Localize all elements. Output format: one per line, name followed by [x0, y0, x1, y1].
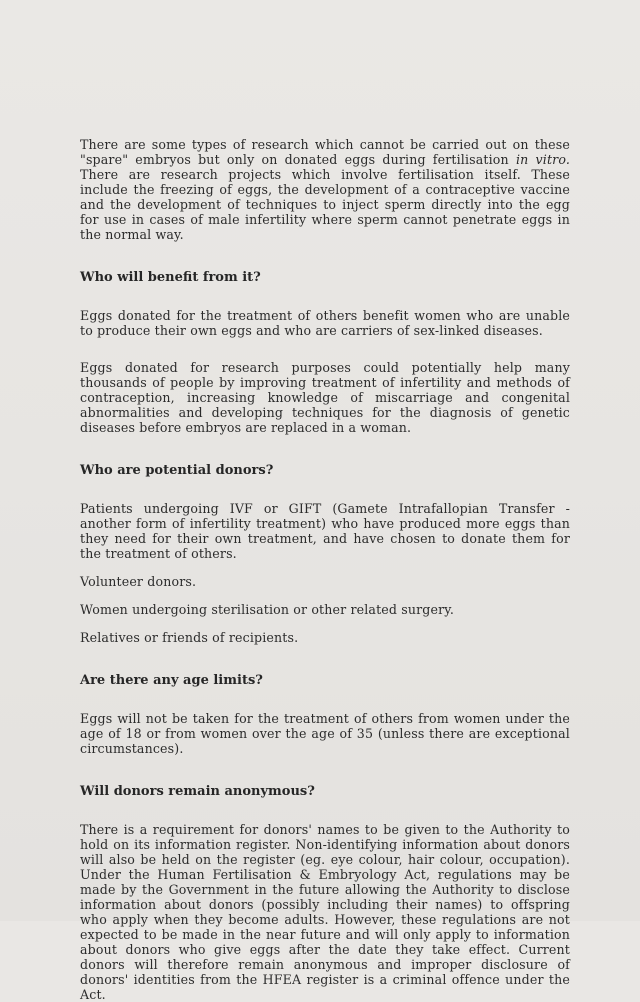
age-heading: Are there any age limits? [80, 673, 263, 688]
donors-paragraph-4: Relatives or friends of recipients. [80, 630, 299, 645]
document-body [80, 137, 570, 1002]
benefit-paragraph-1: Eggs donated for the treatment of others benefit women who are unable to produce their own eggs and who are carriers of sex-linked diseases. [80, 308, 570, 338]
benefit-heading: Who will benefit from it? [80, 270, 261, 285]
age-paragraph: Eggs will not be taken for the treatment of others from women under the age of 18 or from women over the age of 35 (unless there are exceptional circumstances). [80, 711, 570, 756]
anonymous-heading: Will donors remain anonymous? [80, 784, 315, 799]
donors-paragraph-1: Patients undergoing IVF or GIFT (Gamete Intrafallopian Transfer - another form of infertility treatment) who have produced more eggs than they need for their own treatment, and have chosen to donate them for the treatment of others. [80, 501, 570, 561]
donors-paragraph-3: Women undergoing sterilisation or other related surgery. [80, 602, 455, 617]
benefit-paragraph-2: Eggs donated for research purposes could potentially help many thousands of people by improving treatment of infertility and methods of contraception, increasing knowledge of miscarriage and congenital abnormalities and developing techniques for the diagnosis of genetic diseases before embryos are replaced in a woman. [80, 360, 570, 435]
intro-paragraph [80, 137, 570, 242]
intro-text-start: There are some types of research which cannot be carried out on these "spare" embryos but only on donated eggs during fertilisation [80, 137, 570, 167]
donors-heading: Who are potential donors? [80, 463, 274, 478]
donors-paragraph-2: Volunteer donors. [80, 574, 197, 589]
intro-text-end: There are research projects which involve fertilisation itself. These include the freezing of eggs, the development of a contraceptive vaccine and the development of techniques to inject sperm directly into the egg for use in cases of male infertility where sperm cannot penetrate eggs in the normal way. [80, 167, 570, 242]
anonymous-paragraph: There is a requirement for donors' names to be given to the Authority to hold on its information register. Non-identifying information about donors will also be held on the register (eg. eye colour, hair colour, occupation). Under the Human Fertilisation & Embryology Act, regulations may be made by the Government in the future allowing the Authority to disclose information about donors (possibly including their names) to offspring who apply when they become adults. However, these regulations are not expected to be made in the near future and will only apply to information about donors who give eggs after the date they take effect. Current donors will therefore remain anonymous and improper disclosure of donors' identities from the HFEA register is a criminal offence under the Act. [80, 822, 570, 1002]
intro-italic-term: in vitro. [515, 152, 570, 167]
